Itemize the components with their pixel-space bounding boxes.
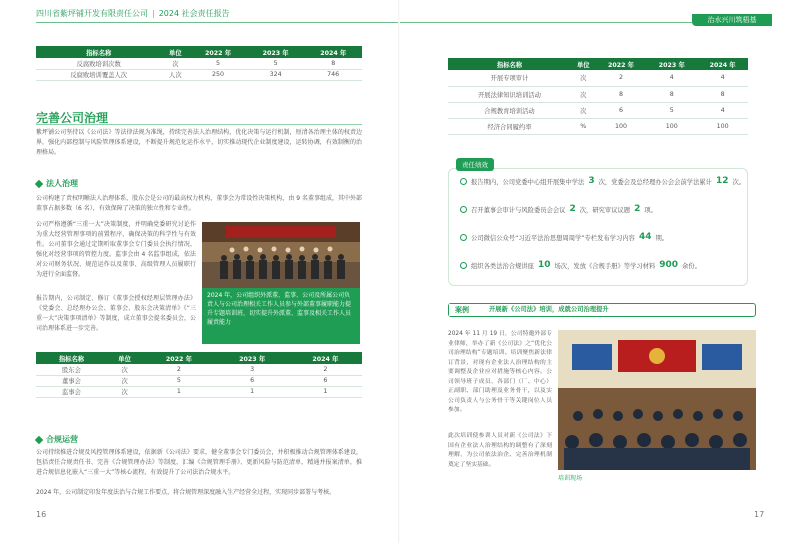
page-number: 16 bbox=[36, 510, 47, 519]
paragraph: 公司持续推进合规及风控管理体系建设，依据新《公司法》要求，健全董事会专门委员会，并积极推动合规管理体系建设，包括责任合规责任书、完善《合规管理办法》等制度，汇编《合规管理手册》、更新风险与防范清单，精通并报案清单，推进合规信息化嵌入“三重一大”等核心流程，有效提升了公司法治合规水平。 bbox=[36, 449, 362, 476]
responsibility-tag: 责任绩效 bbox=[456, 158, 494, 171]
table-row: 开展法律知识培训活动 次 8 8 8 bbox=[448, 86, 748, 102]
page-number: 17 bbox=[754, 510, 765, 519]
photo-caption: 2024 年，公司组织外派董、监事、公司及所属公司负责人与公司治理相关工作人员参与外部董事履职能力提升专题培训班，切实提升外派董、监事及相关工作人员履责能力 bbox=[202, 288, 360, 344]
circle-bullet-icon bbox=[460, 262, 467, 269]
paragraph: 此次培训使参训人员对新《公司法》下国有企业法人治理结构的调整有了深刻理解，为公司依法治企、完善治理机制奠定了坚实基础。 bbox=[448, 433, 552, 468]
company-name: 四川省紫坪铺开发有限责任公司 bbox=[36, 9, 148, 18]
compliance-table: 指标名称 单位 2022 年 2023 年 2024 年 开展专项审计 次 2 4 4 开展法律知识培训活动 次 8 8 8 合规教育培训活动 次 6 5 4 经济合同履约率 % 100 100 100 bbox=[448, 58, 748, 135]
performance-item: 公司微信公众号“习近平法治思想周周学”专栏发布学习内容 44 期。 bbox=[460, 232, 668, 242]
circle-bullet-icon bbox=[460, 178, 467, 185]
performance-item: 召开董事会审计与风险委员会会议 2 次，研究审议议题 2 项。 bbox=[460, 204, 657, 214]
paragraph: 报告期内，公司制定、修订《董事会授权经理层管理办法》《党委会、总经理办公会、董事会、股东会决策清单》《“三重一大”决策事项清单》等制度，成立董事会提名委员会，公司治理体系进一步完善。 bbox=[36, 295, 196, 332]
table-row: 经济合同履约率 % 100 100 100 bbox=[448, 118, 748, 134]
training-scene-photo bbox=[558, 330, 756, 470]
performance-item: 组织各类法治合规讲座 10 场次，发放《合规手册》等学习材料 900 余份。 bbox=[460, 260, 701, 270]
subsection-title-governance: 法人治理 bbox=[36, 178, 78, 189]
table-row: 董事会 次 5 6 6 bbox=[36, 375, 362, 386]
table-row: 股东会 次 2 3 2 bbox=[36, 364, 362, 375]
paragraph: 公司严格遵循“三重一大”决策制度，并明确党委研究讨论作为重大经营管理事项的前置程序，确保决策的科学性与有效性。公司董事会通过定期听取董事会专门委员会执行情况，强化对经营事项的管控力度。监事会由 4 名监事组成，依法对公司财务状况、规范运作以及董事、高级管理人员履职行为进行全面监督。 bbox=[36, 221, 196, 278]
table-row: 反腐败培训次数 次 5 5 8 bbox=[36, 58, 362, 69]
section-title: 完善公司治理 bbox=[36, 111, 109, 125]
subsection-title-compliance: 合规运营 bbox=[36, 434, 78, 445]
paragraph: 2024 年，公司制定印发年度法治与合规工作要点，将合规管理深度融入生产经营全过程，实现同步部署与考核。 bbox=[36, 489, 336, 496]
case-banner bbox=[448, 303, 756, 317]
photo-caption: 培训现场 bbox=[558, 475, 583, 482]
case-title: 开展新《公司法》培训，成就公司治理提升 bbox=[489, 306, 609, 313]
circle-bullet-icon bbox=[460, 234, 467, 241]
report-name: 2024 社会责任报告 bbox=[158, 9, 230, 18]
performance-item: 报告期内，公司党委中心组开展集中学法 3 次，党委会及总经理办公会会前学法累计 12 次。 bbox=[460, 176, 745, 186]
case-label: 案例 bbox=[449, 304, 475, 316]
table-row: 监事会 次 1 1 1 bbox=[36, 386, 362, 397]
circle-bullet-icon bbox=[460, 206, 467, 213]
training-photo bbox=[202, 222, 360, 288]
right-page bbox=[400, 0, 800, 543]
meetings-table: 指标名称 单位 2022 年 2023 年 2024 年 股东会 次 2 3 2 董事会 次 5 6 6 监事会 次 1 1 1 bbox=[36, 352, 362, 398]
table-row: 合规教育培训活动 次 6 5 4 bbox=[448, 102, 748, 118]
left-header: 四川省紫坪铺开发有限责任公司 | 2024 社会责任报告 bbox=[0, 0, 400, 28]
anti-corruption-table: 指标名称 单位 2022 年 2023 年 2024 年 反腐败培训次数 次 5 5 8 反腐败培训覆盖人次 人次 250 324 746 bbox=[36, 46, 362, 81]
section-intro: 紫坪铺公司坚持以《公司法》等法律法规为准绳，持续完善法人治理结构，优化决策与运行机制，厘清各治理主体的权责边界，强化内部控制与风险管理体系建设，不断提升规范化运作水平，切实推动现代企业制度建设，运转协调，有效制衡的治理格局。 bbox=[36, 129, 362, 156]
header-tag: 治水兴川筑梧基 bbox=[692, 14, 772, 26]
paragraph: 2024 年 11 月 19 日，公司特邀外部专业律师，举办了新《公司法》之“优化公司治理结构”专题培训。培训聚焦新法律订背景，对现有企业法人治理结构的主要调整及企业应对措施等核心内容。公司领导班子成员、各部门（厂、中心）正副职、部门助理及业务骨干，以及实公司负责人与公务骨干等关键岗位人员参加。 bbox=[448, 331, 552, 413]
diamond-icon bbox=[35, 179, 43, 187]
diamond-icon bbox=[35, 435, 43, 443]
paragraph: 公司构建了责权明晰法人治理体系，股东会是公司的最高权力机构，董事会为常设性决策机构，由 9 名董事组成，其中外部董事占据多数（6 名），有效保障了决策的独立性和专业性。 bbox=[36, 195, 362, 212]
table-row: 反腐败培训覆盖人次 人次 250 324 746 bbox=[36, 69, 362, 80]
table-row: 开展专项审计 次 2 4 4 bbox=[448, 70, 748, 86]
